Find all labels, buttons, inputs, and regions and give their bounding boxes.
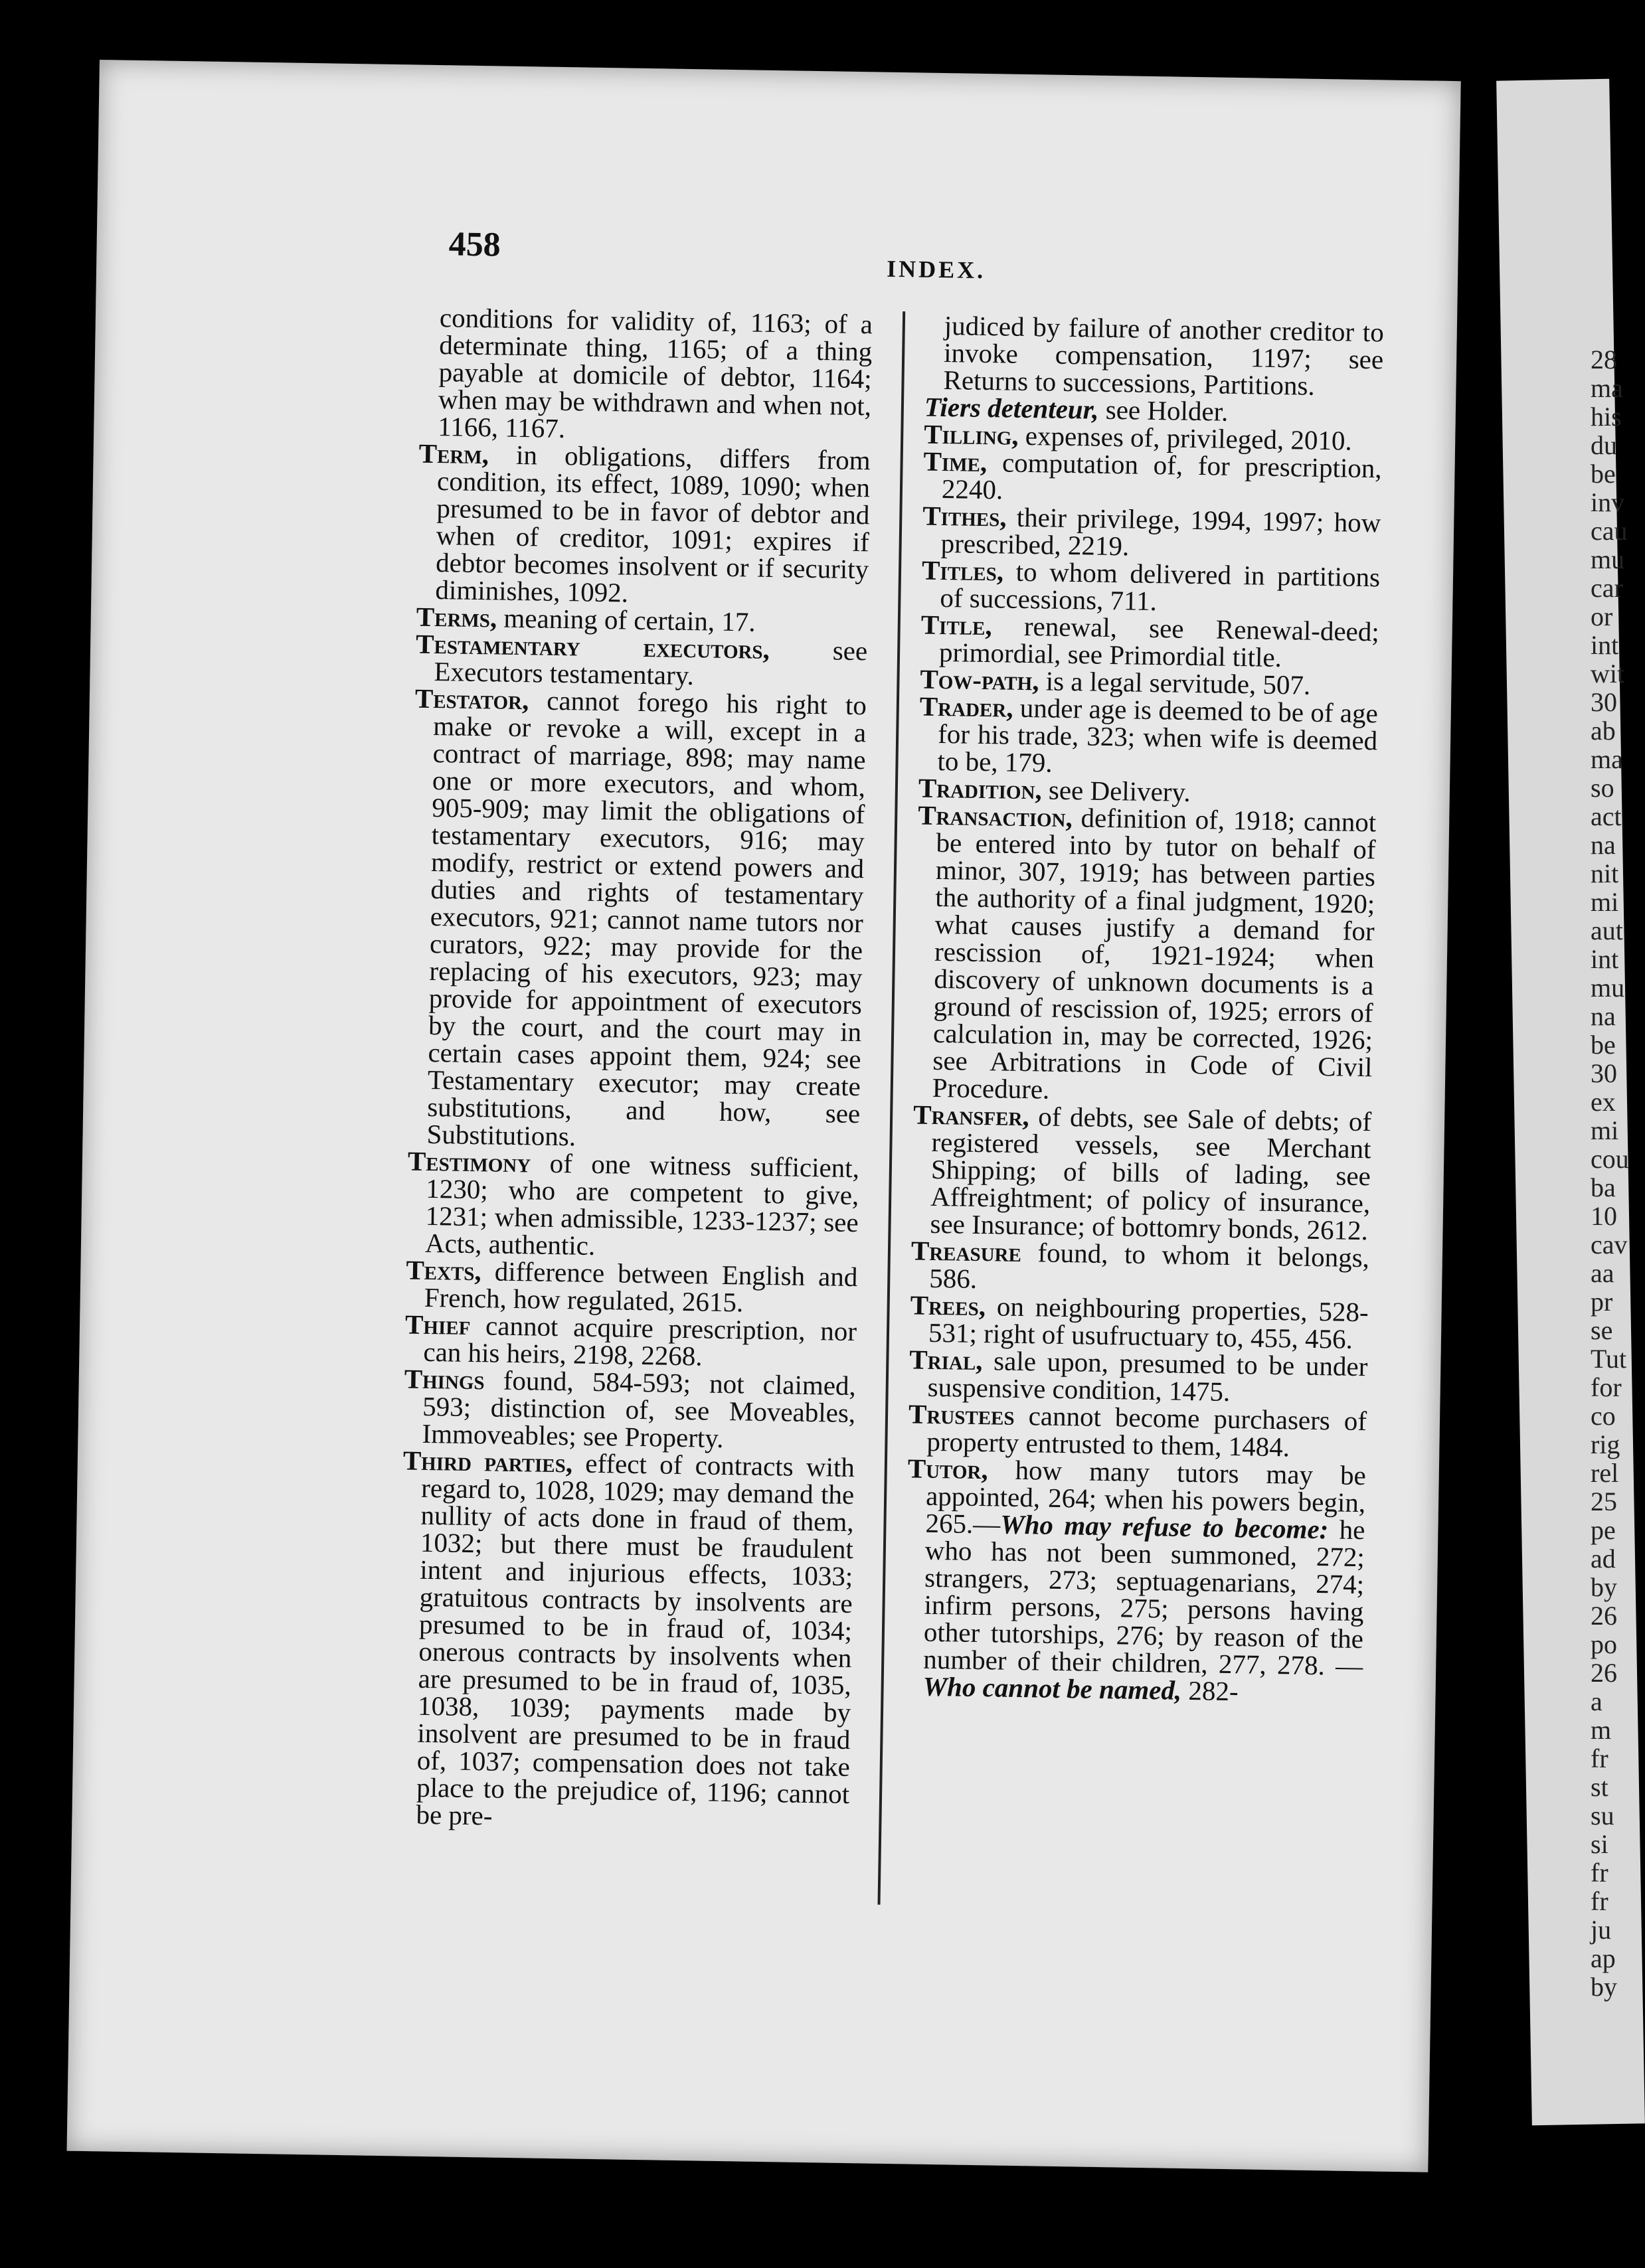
adjacent-fragment: nit <box>1591 858 1619 888</box>
adjacent-fragment: for <box>1591 1372 1622 1402</box>
index-entry <box>419 304 873 447</box>
adjacent-fragment: be <box>1591 459 1616 489</box>
adjacent-fragment: or <box>1591 602 1613 631</box>
adjacent-fragment: wit <box>1591 659 1625 688</box>
entry-headword: Time, <box>923 446 988 478</box>
adjacent-fragment: du <box>1591 430 1617 460</box>
adjacent-fragment: inv <box>1591 487 1625 517</box>
adjacent-fragment: fr <box>1591 1886 1608 1916</box>
entry-text: cannot become purchasers of property entrusted to them, 1484. <box>926 1400 1367 1463</box>
entry-headword: Trial, <box>909 1344 983 1376</box>
entry-headword: Transfer, <box>912 1099 1030 1132</box>
adjacent-fragment: mu <box>1591 973 1625 1003</box>
adjacent-fragment: si <box>1591 1829 1608 1859</box>
adjacent-fragment: by <box>1591 1572 1617 1602</box>
entry-text: under age is deemed to be of age for his trade, 323; when wife is deemed to be, 179. <box>937 692 1379 778</box>
adjacent-fragment: act <box>1591 801 1622 831</box>
index-entry <box>404 1311 857 1372</box>
adjacent-fragment: pe <box>1591 1515 1616 1545</box>
entry-headword: Tutor, <box>907 1453 989 1485</box>
entry-headword: Trader, <box>919 690 1013 723</box>
running-head: INDEX. <box>886 255 986 284</box>
entry-text: he who has not been summoned, 272; strangers, 273; septuagenarians, 274; infirm persons, 275; persons having other tutorships, 276; by reason of the number of their children, 277, 278. — <box>922 1514 1365 1682</box>
entry-headword: Term, <box>418 438 489 470</box>
book-page <box>67 60 1461 2172</box>
index-entry <box>403 1365 856 1454</box>
index-entry <box>415 628 868 692</box>
adjacent-fragment: cau <box>1591 516 1628 546</box>
adjacent-fragment: so <box>1591 773 1614 803</box>
entry-text: see Holder. <box>1098 394 1229 427</box>
index-entry <box>909 1346 1367 1408</box>
entry-headword: Third parties, <box>402 1445 573 1479</box>
entry-text: cannot forego his right to make or revoke a will, except in a contract of marriage, 898; may name one or more executors, and whom, 905-909; may limit the obligations of testamentary executors, 916; may modify, restrict or extend powers and duties and rights of testamentary executors, 921; cannot name tutors nor curators, 922; may provide for the replacing of his executors, 923; may provide for appointment of executors by the court, and the court may in certain cases appoint them, 924; see Testamentary executor; may create substitutions, and how, see Substitutions. <box>426 685 867 1152</box>
adjacent-fragment: co <box>1591 1401 1616 1431</box>
index-entry <box>923 448 1382 510</box>
entry-italic: Who may refuse to become: <box>999 1508 1329 1545</box>
adjacent-fragment: pr <box>1591 1287 1613 1317</box>
index-entry <box>408 685 867 1155</box>
entry-headword: Testamentary executors, <box>415 628 770 665</box>
entry-headword: Tow-path, <box>920 663 1039 696</box>
entry-text: computation of, for prescription, 2240. <box>941 447 1382 505</box>
entry-text: of one witness sufficient, 1230; who are competent to give, 1231; when admissible, 1233-1237; see Acts, authentic. <box>424 1147 860 1261</box>
index-entry <box>922 500 1381 564</box>
adjacent-fragment: st <box>1591 1772 1608 1802</box>
page-number: 458 <box>448 225 501 264</box>
entry-headword: Transaction, <box>917 799 1073 833</box>
index-entry <box>924 312 1384 401</box>
entry-headword: Tithes, <box>922 500 1007 532</box>
adjacent-fragment: na <box>1591 1001 1616 1031</box>
index-entry <box>921 554 1381 619</box>
adjacent-fragment: su <box>1591 1801 1614 1830</box>
index-entry <box>397 1447 855 1835</box>
entry-text: renewal, see Renewal-deed; primordial, see Primordial title. <box>938 610 1380 673</box>
entry-headword: Tradition, <box>918 772 1043 805</box>
entry-text: to whom delivered in partitions of successions, 711. <box>940 556 1381 617</box>
adjacent-fragment: se <box>1591 1315 1613 1345</box>
entry-text: conditions for validity of, 1163; of a determinate thing, 1165; of a thing payable at domicile of debtor, 1164; when may be withdrawn and when not, 1166, 1167. <box>438 302 873 444</box>
entry-headword: Testator, <box>414 683 529 716</box>
entry-text: expenses of, privileged, 2010. <box>1018 420 1353 456</box>
index-entry <box>406 1147 859 1263</box>
entry-text: definition of, 1918; cannot be entered into by tutor on behalf of minor, 307, 1919; has between parties the authority of a final judgment, 1920; what causes justify a demand for rescission of, 1921-1924; when discovery of unknown documents is a ground of rescission of, 1925; errors of calculation in, may be corrected, 1926; see Arbitrations in Code of Civil Procedure. <box>932 802 1377 1105</box>
entry-text: found, 584-593; not claimed, 593; distinction of, see Moveables, Immoveables; see Property. <box>422 1364 857 1454</box>
entry-text: cannot acquire prescription, nor can his heirs, 2198, 2268. <box>423 1310 857 1372</box>
adjacent-fragment: cav <box>1591 1230 1628 1259</box>
entry-text: judiced by failure of another creditor to invoke compensation, 1197; see Returns to successions, Partitions. <box>943 310 1385 401</box>
adjacent-fragment: ma <box>1591 373 1623 403</box>
entry-text: on neighbouring properties, 528-531; right of usufructuary to, 455, 456. <box>928 1291 1369 1354</box>
adjacent-fragment: his <box>1591 402 1622 432</box>
adjacent-fragment: ba <box>1591 1173 1616 1202</box>
adjacent-fragment: by <box>1591 1972 1617 2002</box>
adjacent-fragment: 28 <box>1591 345 1617 374</box>
adjacent-fragment: mu <box>1591 544 1625 574</box>
entry-text: found, to whom it belongs, 586. <box>928 1237 1370 1294</box>
adjacent-fragment: int <box>1591 630 1619 660</box>
adjacent-fragment: cou <box>1591 1144 1629 1174</box>
entry-text: in obligations, differs from condition, its effect, 1089, 1090; when presumed to be in favor of debtor and when of creditor, 1091; expires if debtor becomes insolvent or if security diminishes, 1092. <box>435 439 871 608</box>
adjacent-fragment: 30 <box>1591 687 1617 717</box>
adjacent-fragment: 10 <box>1591 1201 1617 1231</box>
index-entry <box>908 1400 1367 1462</box>
adjacent-fragment: aa <box>1591 1258 1614 1288</box>
index-entry <box>911 1101 1371 1244</box>
adjacent-fragment: 30 <box>1591 1058 1617 1088</box>
adjacent-fragment: ap <box>1591 1943 1616 1973</box>
entry-text: sale upon, presumed to be under suspensive condition, 1475. <box>927 1345 1368 1407</box>
index-entry <box>904 1455 1366 1707</box>
entry-text: their privilege, 1994, 1997; how prescribed, 2219. <box>940 501 1381 562</box>
adjacent-fragment: aut <box>1591 916 1623 945</box>
entry-text: see Executors testamentary. <box>434 633 868 691</box>
column-rule <box>877 311 905 1905</box>
adjacent-fragment: Tut <box>1591 1344 1627 1374</box>
entry-text: is a legal servitude, 507. <box>1039 665 1311 700</box>
entry-headword: Trustees <box>908 1398 1015 1431</box>
index-entry <box>914 801 1377 1108</box>
entry-headword: Titles, <box>921 554 1004 587</box>
adjacent-fragment: 26 <box>1591 1601 1617 1631</box>
entry-text: meaning of certain, 17. <box>496 602 756 637</box>
adjacent-page-fragments <box>1591 345 1630 2001</box>
adjacent-fragment: 26 <box>1591 1658 1617 1688</box>
adjacent-fragment: ab <box>1591 716 1616 746</box>
entry-headword: Tilling, <box>923 418 1019 451</box>
entry-headword: Trees, <box>910 1289 986 1322</box>
index-column-right <box>904 312 1384 1708</box>
entry-text: effect of contracts with regard to, 1028, 1029; may demand the nullity of acts done in fraud of them, 1032; but there must be fraudulent intent and injurious effects, 1033; gratuitous contracts by insolvents are presumed to be in fraud of, 1034; onerous contracts by insolvents when are presumed to be in fraud of, 1035, 1038, 1039; payments made by insolvent are presumed to be in fraud of, 1037; compensation does not take place to the prejudice of, 1196; cannot be pre- <box>416 1447 855 1831</box>
adjacent-fragment: fr <box>1591 1858 1608 1888</box>
adjacent-fragment: ad <box>1591 1544 1616 1574</box>
index-entry <box>405 1256 857 1318</box>
index-entry <box>416 440 871 611</box>
entry-text: how many tutors may be appointed, 264; when his powers begin, 265.— <box>925 1454 1367 1540</box>
entry-text: difference between English and French, how regulated, 2615. <box>424 1256 858 1318</box>
adjacent-fragment: na <box>1591 830 1616 860</box>
adjacent-fragment: a <box>1591 1686 1602 1716</box>
entry-headword: Terms, <box>416 601 497 633</box>
entry-text: 282- <box>1181 1674 1239 1707</box>
adjacent-fragment: po <box>1591 1629 1617 1659</box>
index-column-left <box>397 304 873 1835</box>
index-entry <box>910 1291 1369 1353</box>
entry-headword: Thief <box>404 1309 471 1341</box>
adjacent-fragment: ex <box>1591 1087 1616 1117</box>
entry-text: of debts, see Sale of debts; of registered vessels, see Merchant Shipping; of bills of lading, see Affreightment; of policy of insurance, see Insurance; of bottomry bonds, 2612. <box>930 1101 1372 1246</box>
adjacent-fragment: mi <box>1591 887 1619 917</box>
entry-text: see Delivery. <box>1041 774 1191 807</box>
adjacent-fragment: ma <box>1591 744 1623 774</box>
entry-italic: Tiers detenteur, <box>924 391 1099 425</box>
entry-headword: Treasure <box>910 1235 1022 1268</box>
adjacent-fragment: m <box>1591 1715 1612 1745</box>
entry-italic: Who cannot be named, <box>922 1670 1182 1706</box>
adjacent-fragment: 25 <box>1591 1487 1617 1516</box>
index-entry <box>918 690 1379 782</box>
adjacent-fragment: be <box>1591 1030 1616 1060</box>
adjacent-fragment: rel <box>1591 1458 1619 1488</box>
adjacent-fragment: mi <box>1591 1115 1619 1145</box>
entry-headword: Testimony <box>407 1145 531 1178</box>
index-entry <box>920 611 1379 673</box>
adjacent-fragment: int <box>1591 944 1619 974</box>
entry-headword: Texts, <box>406 1254 482 1287</box>
entry-headword: Title, <box>920 609 993 641</box>
index-entry <box>910 1237 1369 1299</box>
adjacent-fragment: fr <box>1591 1743 1608 1773</box>
adjacent-fragment: car <box>1591 573 1623 603</box>
adjacent-fragment: rig <box>1591 1429 1620 1459</box>
entry-headword: Things <box>404 1363 485 1396</box>
adjacent-fragment: ju <box>1591 1915 1612 1945</box>
